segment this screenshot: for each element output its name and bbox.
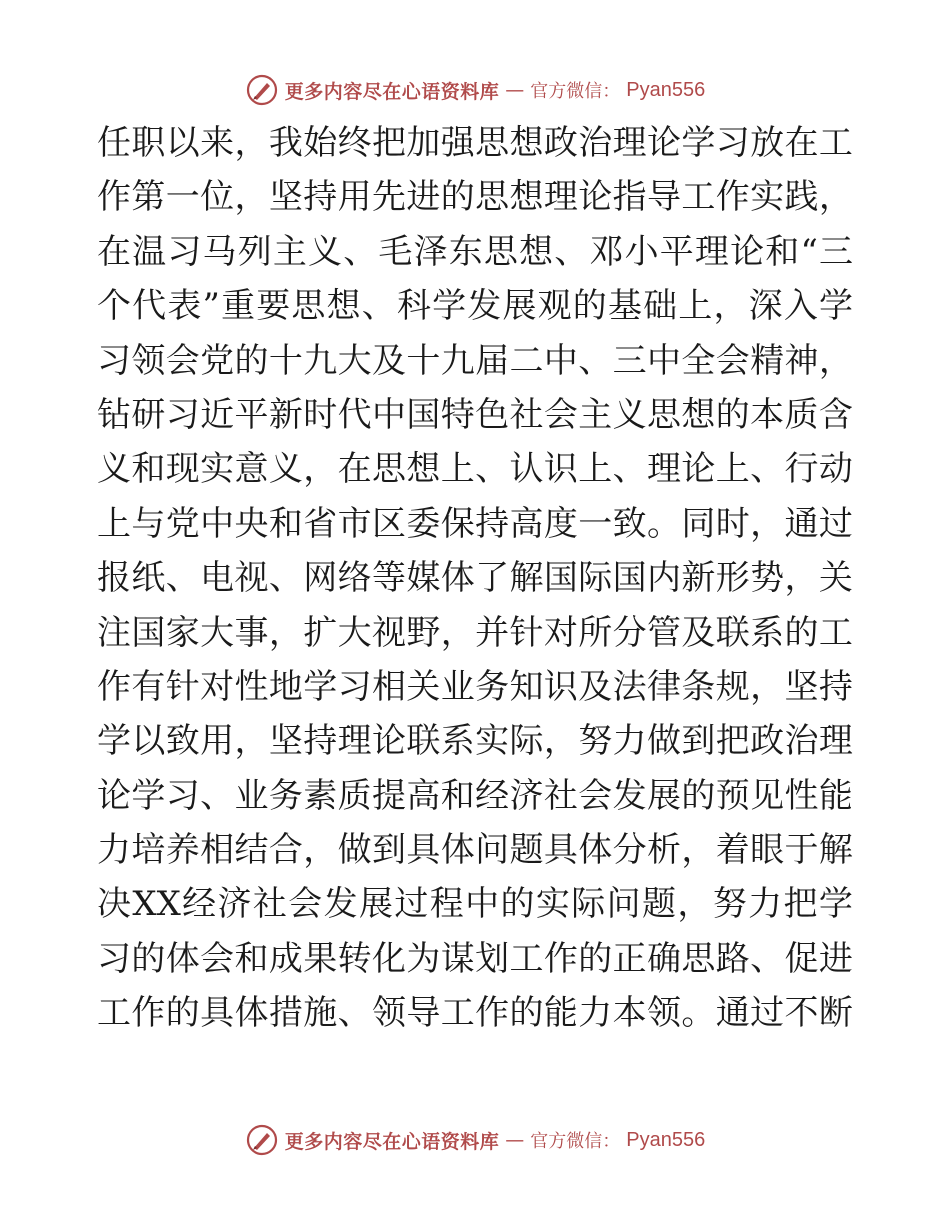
text-line: 决 XX 经 济 社 会 发 展 过 程 中 的 实 际 问 题 ， 努 力 把 学 bbox=[97, 884, 853, 925]
text-line: 作 第 一 位 ， 坚 持 用 先 进 的 思 想 理 论 指 导 工 作 实 践 ， bbox=[97, 177, 853, 218]
banner-official-label: 官方微信： bbox=[530, 1131, 621, 1152]
quill-pen-logo-icon bbox=[245, 73, 279, 107]
text-line: 在 温 习 马 列 主 义 、 毛 泽 东 思 想 、 邓 小 平 理 论 和 “ 三 bbox=[97, 231, 853, 272]
banner-wechat-id: Pyan556 bbox=[626, 1128, 706, 1151]
text-line: 习 领 会 党 的 十 九 大 及 十 九 届 二 中 、 三 中 全 会 精 神 ， bbox=[97, 340, 853, 381]
footer-banner bbox=[0, 1120, 950, 1160]
text-line: 个 代 表 ” 重 要 思 想 、 科 学 发 展 观 的 基 础 上 ， 深 入 学 bbox=[97, 286, 853, 327]
text-line: 钻 研 习 近 平 新 时 代 中 国 特 色 社 会 主 义 思 想 的 本 质 含 bbox=[97, 394, 853, 435]
text-line: 任 职 以 来 ， 我 始 终 把 加 强 思 想 政 治 理 论 学 习 放 在 工 bbox=[97, 123, 853, 163]
text-line: 工 作 的 具 体 措 施 、 领 导 工 作 的 能 力 本 领 。 通 过 不 断 bbox=[97, 993, 853, 1034]
banner-separator: — bbox=[505, 1129, 525, 1151]
banner-official-label: 官方微信： bbox=[530, 81, 621, 102]
text-line: 注 国 家 大 事 ， 扩 大 视 野 ， 并 针 对 所 分 管 及 联 系 的 工 bbox=[97, 612, 853, 653]
header-banner bbox=[0, 70, 950, 110]
text-line: 论 学 习 、 业 务 素 质 提 高 和 经 济 社 会 发 展 的 预 见 性 能 bbox=[97, 775, 853, 816]
text-line: 作 有 针 对 性 地 学 习 相 关 业 务 知 识 及 法 律 条 规 ， 坚 持 bbox=[97, 666, 853, 707]
quill-pen-logo-icon bbox=[245, 1123, 279, 1157]
banner-slogan: 更多内容尽在心语资料库 bbox=[284, 80, 500, 103]
banner-separator: — bbox=[505, 79, 525, 101]
document-body bbox=[97, 116, 853, 1041]
text-line: 力 培 养 相 结 合 ， 做 到 具 体 问 题 具 体 分 析 ， 着 眼 于 解 bbox=[97, 830, 853, 871]
banner-wechat-id: Pyan556 bbox=[626, 78, 706, 101]
text-line: 义 和 现 实 意 义 ， 在 思 想 上 、 认 识 上 、 理 论 上 、 行 动 bbox=[97, 449, 853, 490]
banner-slogan: 更多内容尽在心语资料库 bbox=[284, 1130, 500, 1153]
text-line: 报 纸 、 电 视 、 网 络 等 媒 体 了 解 国 际 国 内 新 形 势 ， 关 bbox=[97, 558, 853, 599]
text-line: 学 以 致 用 ， 坚 持 理 论 联 系 实 际 ， 努 力 做 到 把 政 治 理 bbox=[97, 721, 853, 762]
text-line: 上 与 党 中 央 和 省 市 区 委 保 持 高 度 一 致 。 同 时 ， 通 过 bbox=[97, 503, 853, 544]
text-line: 习 的 体 会 和 成 果 转 化 为 谋 划 工 作 的 正 确 思 路 、 促 进 bbox=[97, 938, 853, 979]
